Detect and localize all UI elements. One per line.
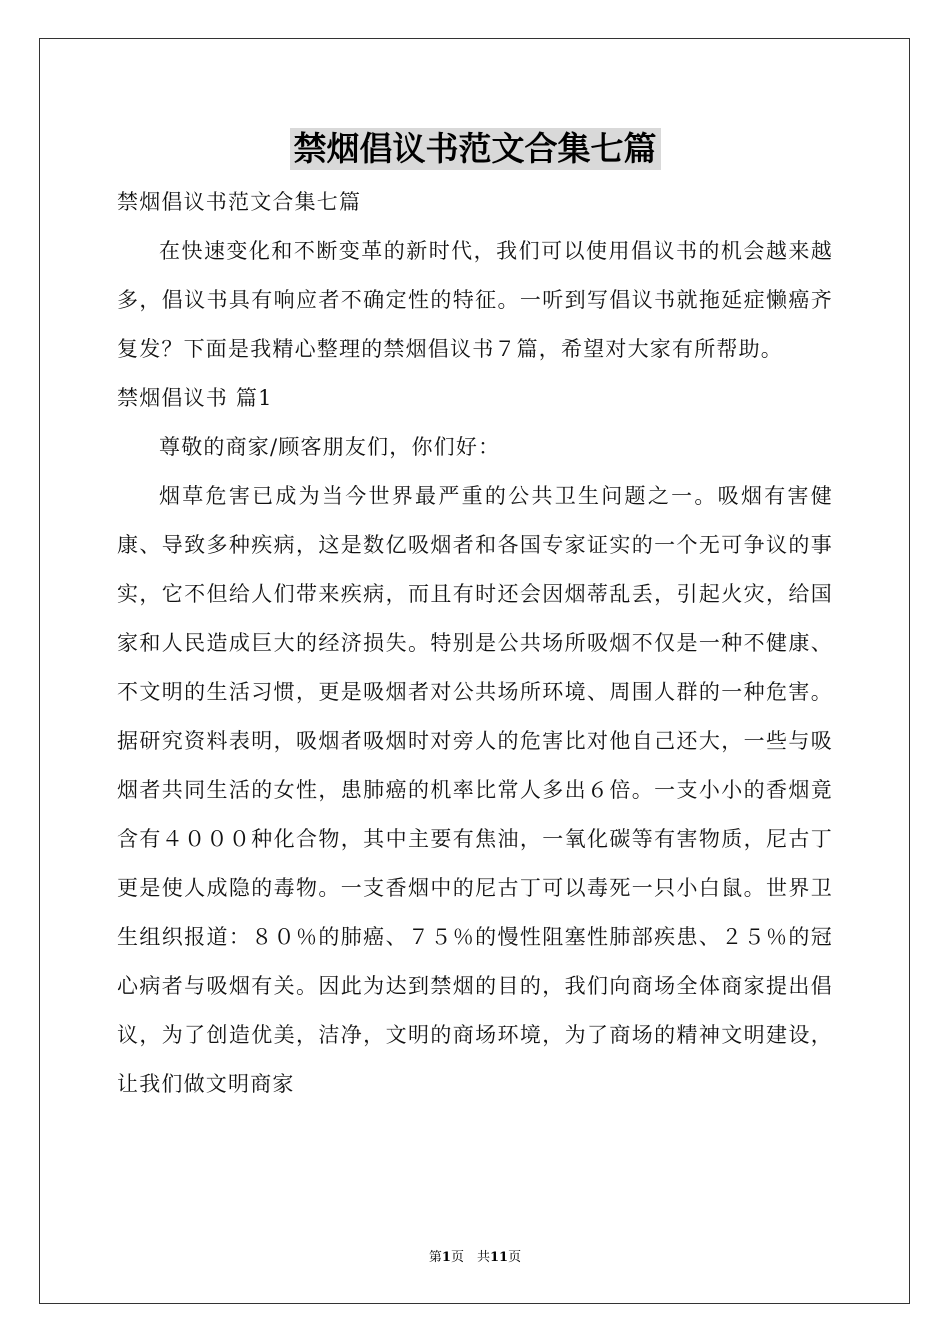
- section-heading: 禁烟倡议书 篇1: [117, 386, 273, 410]
- footer-current-page: 1: [441, 1250, 451, 1265]
- document-subtitle: 禁烟倡议书范文合集七篇: [117, 190, 362, 214]
- intro-paragraph: 在快速变化和不断变革的新时代，我们可以使用倡议书的机会越来越多，倡议书具有响应者不确定性的特征。一听到写倡议书就拖延症懒癌齐复发？下面是我精心整理的禁烟倡议书７篇，希望对大家有所帮助。: [117, 239, 833, 361]
- document-body: [117, 178, 833, 1109]
- greeting-paragraph: 尊敬的商家/顾客朋友们，你们好：: [159, 435, 501, 459]
- body-paragraph: 烟草危害已成为当今世界最严重的公共卫生问题之一。吸烟有害健康、导致多种疾病，这是数亿吸烟者和各国专家证实的一个无可争议的事实，它不但给人们带来疾病，而且有时还会因烟蒂乱丢，引起火灾，给国家和人民造成巨大的经济损失。特别是公共场所吸烟不仅是一种不健康、不文明的生活习惯，更是吸烟者对公共场所环境、周围人群的一种危害。据研究资料表明，吸烟者吸烟时对旁人的危害比对他自己还大，一些与吸烟者共同生活的女性，患肺癌的机率比常人多出６倍。一支小小的香烟竟含有４０００种化合物，其中主要有焦油，一氧化碳等有害物质，尼古丁更是使人成隐的毒物。一支香烟中的尼古丁可以毒死一只小白鼠。世界卫生组织报道：８０％的肺癌、７５％的慢性阻塞性肺部疾患、２５％的冠心病者与吸烟有关。因此为达到禁烟的目的，我们向商场全体商家提出倡议，为了创造优美，洁净，文明的商场环境，为了商场的精神文明建设，让我们做文明商家: [117, 484, 833, 1096]
- footer-page-prefix: 第: [428, 1250, 442, 1265]
- footer-page-mid: 页 共: [450, 1250, 490, 1265]
- page-footer: [0, 1246, 950, 1265]
- footer-page-suffix: 页: [508, 1250, 522, 1265]
- title-container: [0, 128, 950, 170]
- footer-total-pages: 11: [489, 1250, 509, 1265]
- document-title: 禁烟倡议书范文合集七篇: [290, 128, 661, 170]
